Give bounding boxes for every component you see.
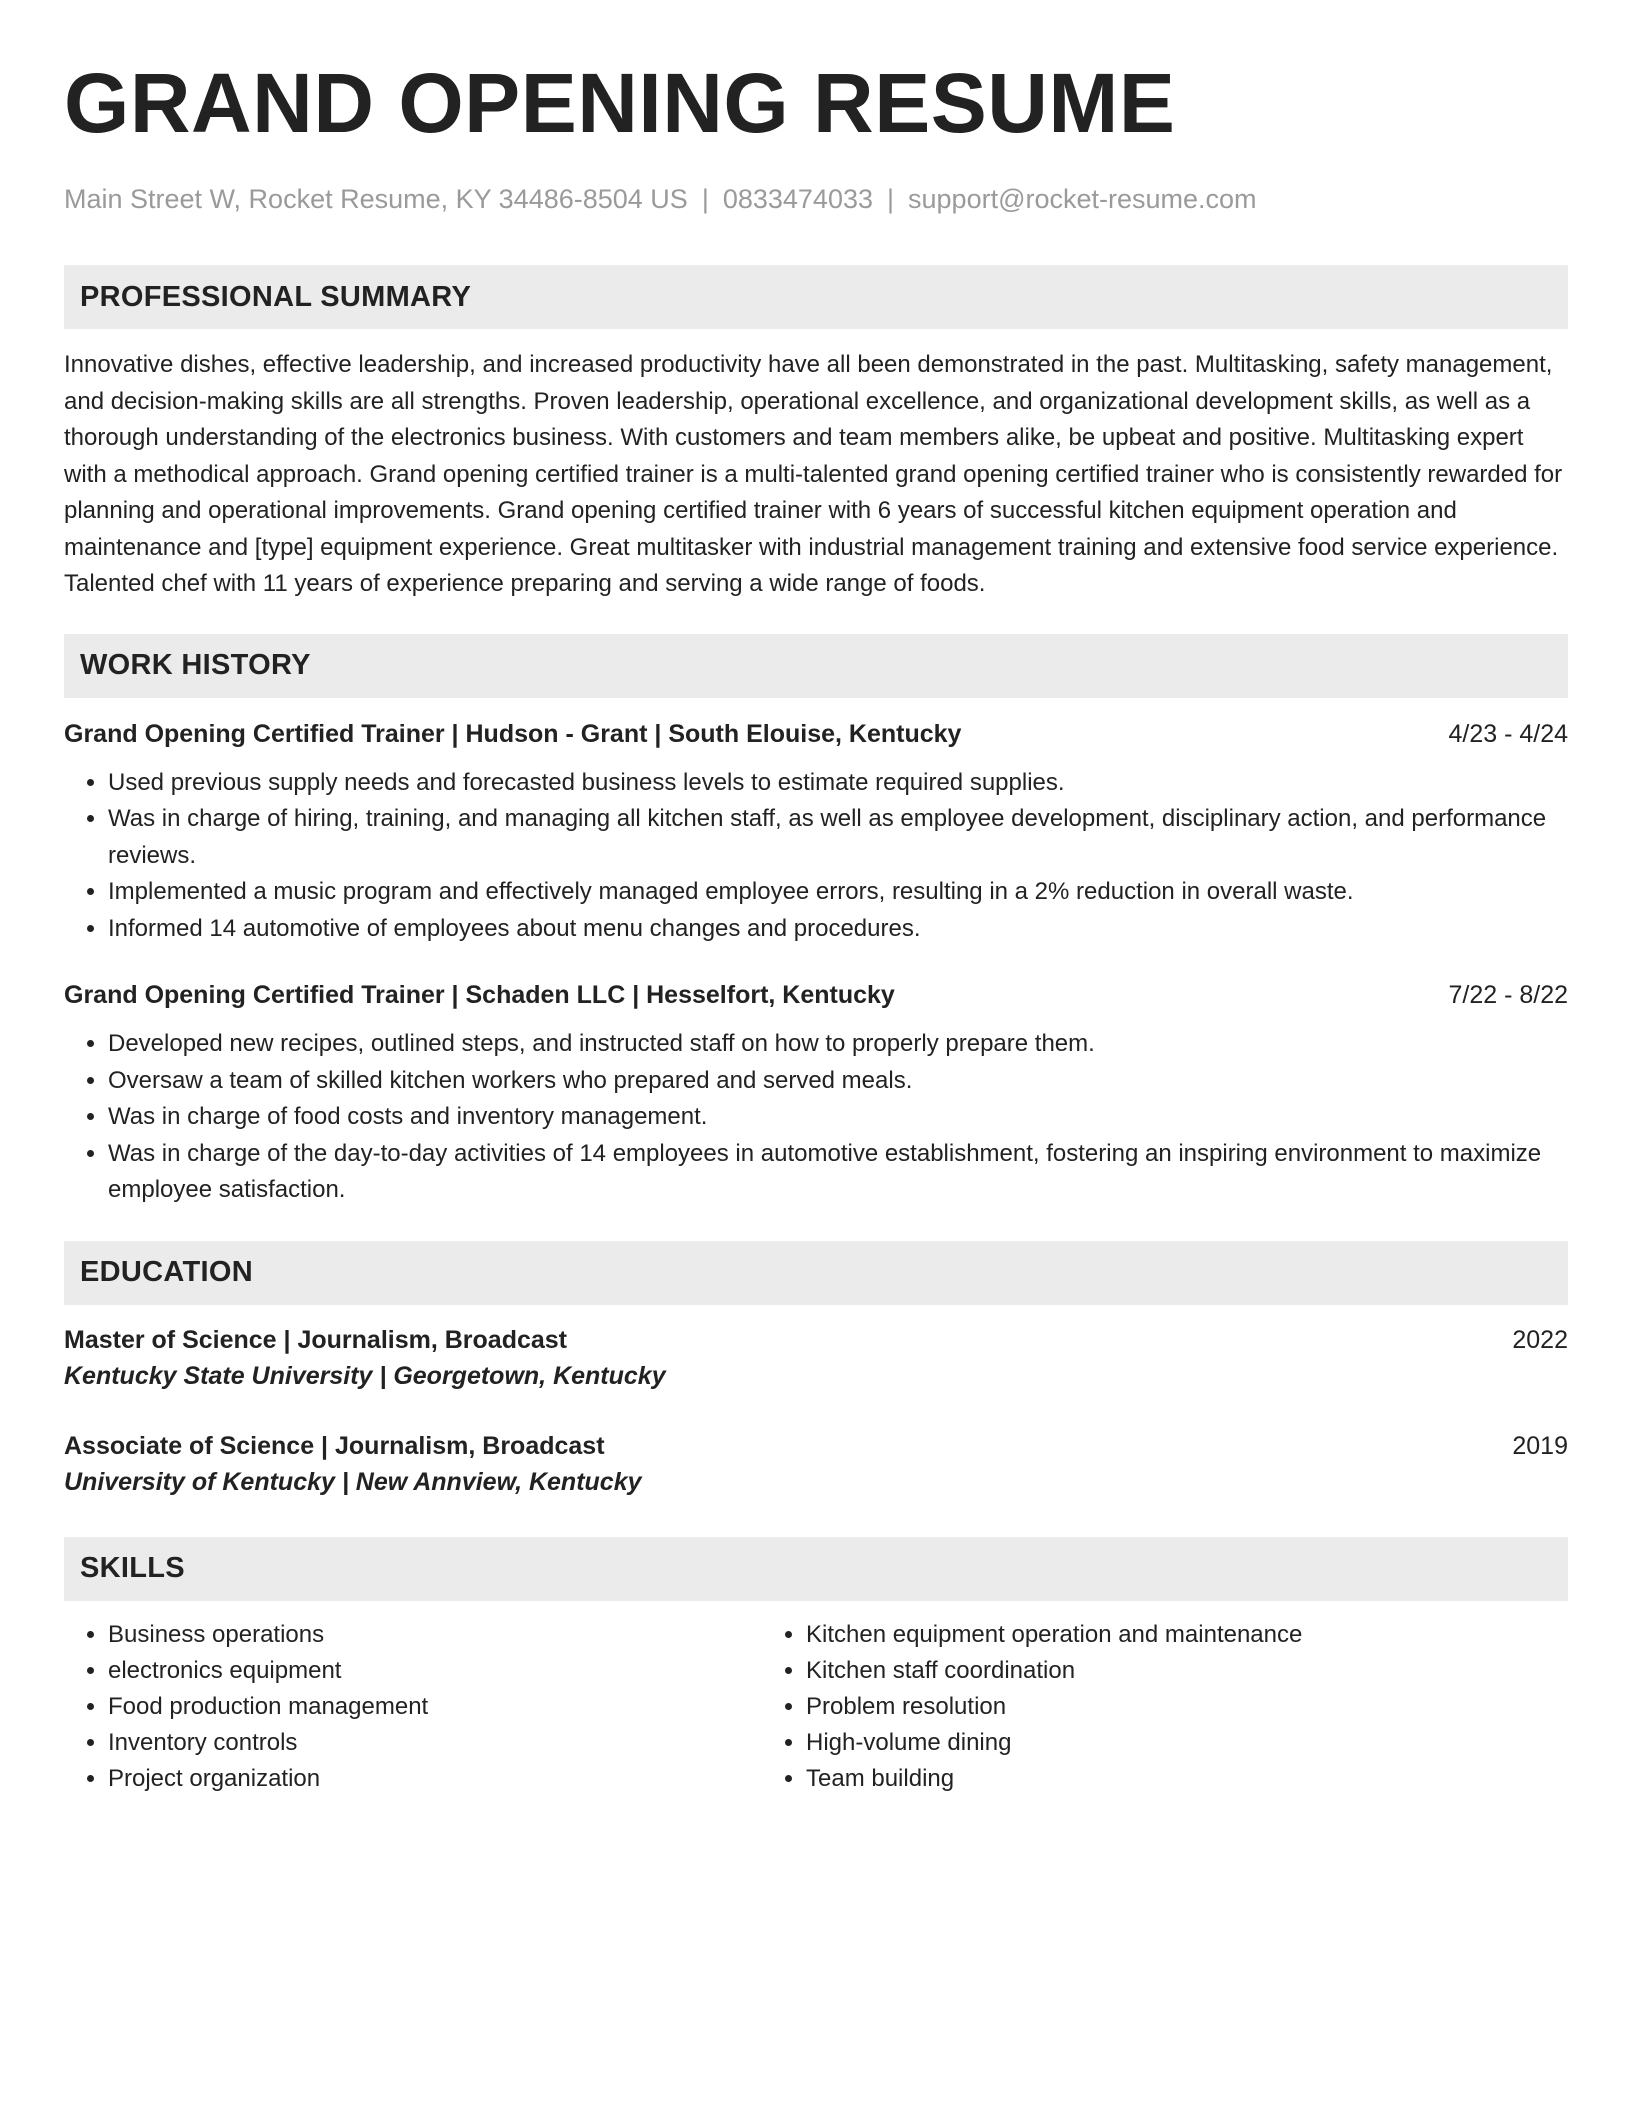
job-date: 7/22 - 8/22 [1448,981,1568,1009]
skill-item: • Food production management [108,1689,762,1725]
skills-column-right [762,1617,1502,1797]
contact-line [64,182,1568,216]
job-bullet: • Used previous supply needs and forecasted business levels to estimate required supplies. [108,765,1568,802]
section-header-skills: SKILLS [64,1537,1568,1601]
skill-item: • electronics equipment [108,1653,762,1689]
job-header [64,978,1568,1012]
job-bullet: • Informed 14 automotive of employees about menu changes and procedures. [108,911,1568,948]
education-header [64,1429,1568,1463]
skill-item: • Project organization [108,1761,762,1797]
skill-item: • Team building [806,1761,1502,1797]
education-school: Kentucky State University | Georgetown, Kentucky [64,1361,666,1390]
job-title: Grand Opening Certified Trainer | Schaden LLC | Hesselfort, Kentucky [64,981,895,1009]
job-title: Grand Opening Certified Trainer | Hudson - Grant | South Elouise, Kentucky [64,719,962,748]
job-bullets [64,1026,1568,1209]
contact-separator: | [701,184,709,214]
skill-item: • Business operations [108,1617,762,1653]
skill-item: • Problem resolution [806,1689,1502,1725]
job-bullet: • Implemented a music program and effectively managed employee errors, resulting in a 2% reduction in overall waste. [108,874,1568,911]
job-bullet: • Was in charge of the day-to-day activities of 14 employees in automotive establishment, fostering an inspiring environment to maximize employee satisfaction. [108,1136,1568,1209]
education-degree: Master of Science | Journalism, Broadcast [64,1325,568,1354]
job-bullet: • Oversaw a team of skilled kitchen workers who prepared and served meals. [108,1063,1568,1100]
education-year: 2019 [1512,1431,1568,1460]
skill-item: • Kitchen staff coordination [806,1653,1502,1689]
skills-list [64,1617,1568,1797]
job-bullet: • Was in charge of hiring, training, and managing all kitchen staff, as well as employee development, disciplinary action, and performance reviews. [108,801,1568,874]
education-degree: Associate of Science | Journalism, Broadcast [64,1431,605,1460]
resume-name: GRAND OPENING RESUME [64,56,1176,150]
section-header-summary: PROFESSIONAL SUMMARY [64,265,1568,329]
skill-item: • Inventory controls [108,1725,762,1761]
summary-text: Innovative dishes, effective leadership, and increased productivity have all been demonstrated in the past. Multitasking, safety management, and decision-making skills are all strengths. Proven leadership, operational excellence, and organizational development skills, as well as a thorough understanding of the electronics business. With customers and team members alike, be upbeat and positive. Multitasking expert with a methodical approach. Grand opening certified trainer is a multi-talented grand opening certified trainer who is consistently rewarded for planning and operational improvements. Grand opening certified trainer with 6 years of successful kitchen equipment operation and maintenance and [type] equipment experience. Great multitasker with industrial management training and extensive food service experience. Talented chef with 11 years of experience preparing and serving a wide range of foods. [64,351,1563,597]
contact-address: Main Street W, Rocket Resume, KY 34486-8504 US [64,184,688,214]
job-bullets [64,765,1568,948]
education-entry [64,1429,1568,1501]
skill-item: • High-volume dining [806,1725,1502,1761]
job-bullet: • Developed new recipes, outlined steps, and instructed staff on how to properly prepare them. [108,1026,1568,1063]
education-school: University of Kentucky | New Annview, Kentucky [64,1467,642,1496]
contact-email: support@rocket-resume.com [908,184,1257,214]
contact-phone: 0833474033 [722,184,873,214]
resume-page [64,58,1568,1797]
contact-separator: | [887,184,895,214]
skill-item: • Kitchen equipment operation and maintenance [806,1617,1502,1653]
job-entry [64,717,1568,948]
skills-column-left [64,1617,762,1797]
education-header [64,1323,1568,1357]
job-header [64,717,1568,751]
job-date: 4/23 - 4/24 [1448,719,1568,748]
education-entry [64,1323,1568,1395]
section-header-work-history: WORK HISTORY [64,634,1568,698]
education-year: 2022 [1512,1325,1568,1354]
job-bullet: • Was in charge of food costs and inventory management. [108,1099,1568,1136]
job-entry [64,978,1568,1209]
section-header-education: EDUCATION [64,1241,1568,1305]
